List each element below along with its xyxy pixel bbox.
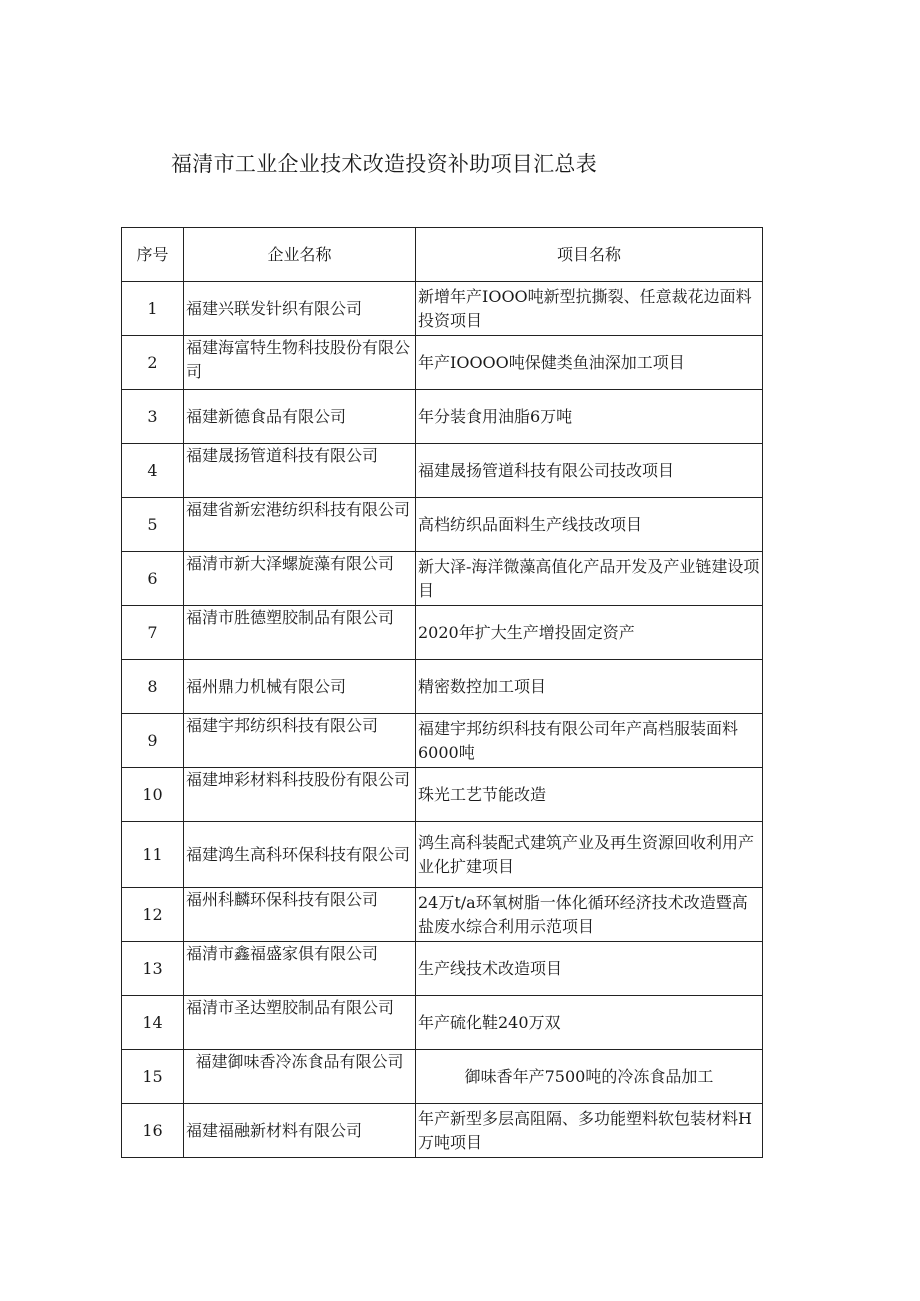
table-header-row bbox=[122, 228, 763, 282]
table-row bbox=[122, 444, 763, 498]
row-num: 16 bbox=[122, 1104, 184, 1158]
project-summary-table bbox=[121, 227, 763, 1158]
company-name: 福州科麟环保科技有限公司 bbox=[184, 888, 416, 942]
project-name: 精密数控加工项目 bbox=[416, 660, 763, 714]
project-name: 高档纺织品面料生产线技改项目 bbox=[416, 498, 763, 552]
project-name: 鸿生高科装配式建筑产业及再生资源回收利用产业化扩建项目 bbox=[416, 822, 763, 888]
table-row bbox=[122, 1104, 763, 1158]
company-name: 福建宇邦纺织科技有限公司 bbox=[184, 714, 416, 768]
project-name: 年产IOOOO吨保健类鱼油深加工项目 bbox=[416, 336, 763, 390]
header-num: 序号 bbox=[122, 228, 184, 282]
row-num: 11 bbox=[122, 822, 184, 888]
header-company: 企业名称 bbox=[184, 228, 416, 282]
table-row bbox=[122, 390, 763, 444]
row-num: 9 bbox=[122, 714, 184, 768]
table-row bbox=[122, 336, 763, 390]
table-row bbox=[122, 768, 763, 822]
table-row bbox=[122, 822, 763, 888]
company-name: 福建晟扬管道科技有限公司 bbox=[184, 444, 416, 498]
project-name: 年产硫化鞋240万双 bbox=[416, 996, 763, 1050]
table-row bbox=[122, 606, 763, 660]
company-name: 福建兴联发针织有限公司 bbox=[184, 282, 416, 336]
table-row bbox=[122, 714, 763, 768]
row-num: 14 bbox=[122, 996, 184, 1050]
project-name: 24万t/a环氧树脂一体化循环经济技术改造暨高盐废水综合利用示范项目 bbox=[416, 888, 763, 942]
company-name: 福清市圣达塑胶制品有限公司 bbox=[184, 996, 416, 1050]
project-name: 新大泽-海洋微藻高值化产品开发及产业链建设项目 bbox=[416, 552, 763, 606]
row-num: 10 bbox=[122, 768, 184, 822]
company-name: 福建鸿生高科环保科技有限公司 bbox=[184, 822, 416, 888]
row-num: 6 bbox=[122, 552, 184, 606]
table-row bbox=[122, 552, 763, 606]
project-name: 年分装食用油脂6万吨 bbox=[416, 390, 763, 444]
row-num: 4 bbox=[122, 444, 184, 498]
project-name: 2020年扩大生产增投固定资产 bbox=[416, 606, 763, 660]
row-num: 5 bbox=[122, 498, 184, 552]
row-num: 13 bbox=[122, 942, 184, 996]
project-name: 御味香年产7500吨的冷冻食品加工 bbox=[416, 1050, 763, 1104]
table-row bbox=[122, 942, 763, 996]
project-name: 珠光工艺节能改造 bbox=[416, 768, 763, 822]
project-name: 年产新型多层高阻隔、多功能塑料软包装材料H万吨项目 bbox=[416, 1104, 763, 1158]
company-name: 福建坤彩材料科技股份有限公司 bbox=[184, 768, 416, 822]
page-title: 福清市工业企业技术改造投资补助项目汇总表 bbox=[171, 152, 597, 176]
company-name: 福建海富特生物科技股份有限公司 bbox=[184, 336, 416, 390]
project-name: 福建晟扬管道科技有限公司技改项目 bbox=[416, 444, 763, 498]
company-name: 福清市新大泽螺旋藻有限公司 bbox=[184, 552, 416, 606]
company-name: 福建御味香冷冻食品有限公司 bbox=[184, 1050, 416, 1104]
row-num: 7 bbox=[122, 606, 184, 660]
project-name: 新增年产IOOO吨新型抗撕裂、任意裁花边面料投资项目 bbox=[416, 282, 763, 336]
company-name: 福清市鑫福盛家俱有限公司 bbox=[184, 942, 416, 996]
company-name: 福州鼎力机械有限公司 bbox=[184, 660, 416, 714]
table-row bbox=[122, 888, 763, 942]
row-num: 12 bbox=[122, 888, 184, 942]
project-name: 福建宇邦纺织科技有限公司年产高档服装面料6000吨 bbox=[416, 714, 763, 768]
table-row bbox=[122, 996, 763, 1050]
company-name: 福建省新宏港纺织科技有限公司 bbox=[184, 498, 416, 552]
project-name: 生产线技术改造项目 bbox=[416, 942, 763, 996]
table-row bbox=[122, 1050, 763, 1104]
company-name: 福建新德食品有限公司 bbox=[184, 390, 416, 444]
company-name: 福清市胜德塑胶制品有限公司 bbox=[184, 606, 416, 660]
row-num: 15 bbox=[122, 1050, 184, 1104]
company-name: 福建福融新材料有限公司 bbox=[184, 1104, 416, 1158]
row-num: 8 bbox=[122, 660, 184, 714]
table-row bbox=[122, 660, 763, 714]
row-num: 1 bbox=[122, 282, 184, 336]
row-num: 3 bbox=[122, 390, 184, 444]
table-row bbox=[122, 282, 763, 336]
row-num: 2 bbox=[122, 336, 184, 390]
table-row bbox=[122, 498, 763, 552]
header-project: 项目名称 bbox=[416, 228, 763, 282]
